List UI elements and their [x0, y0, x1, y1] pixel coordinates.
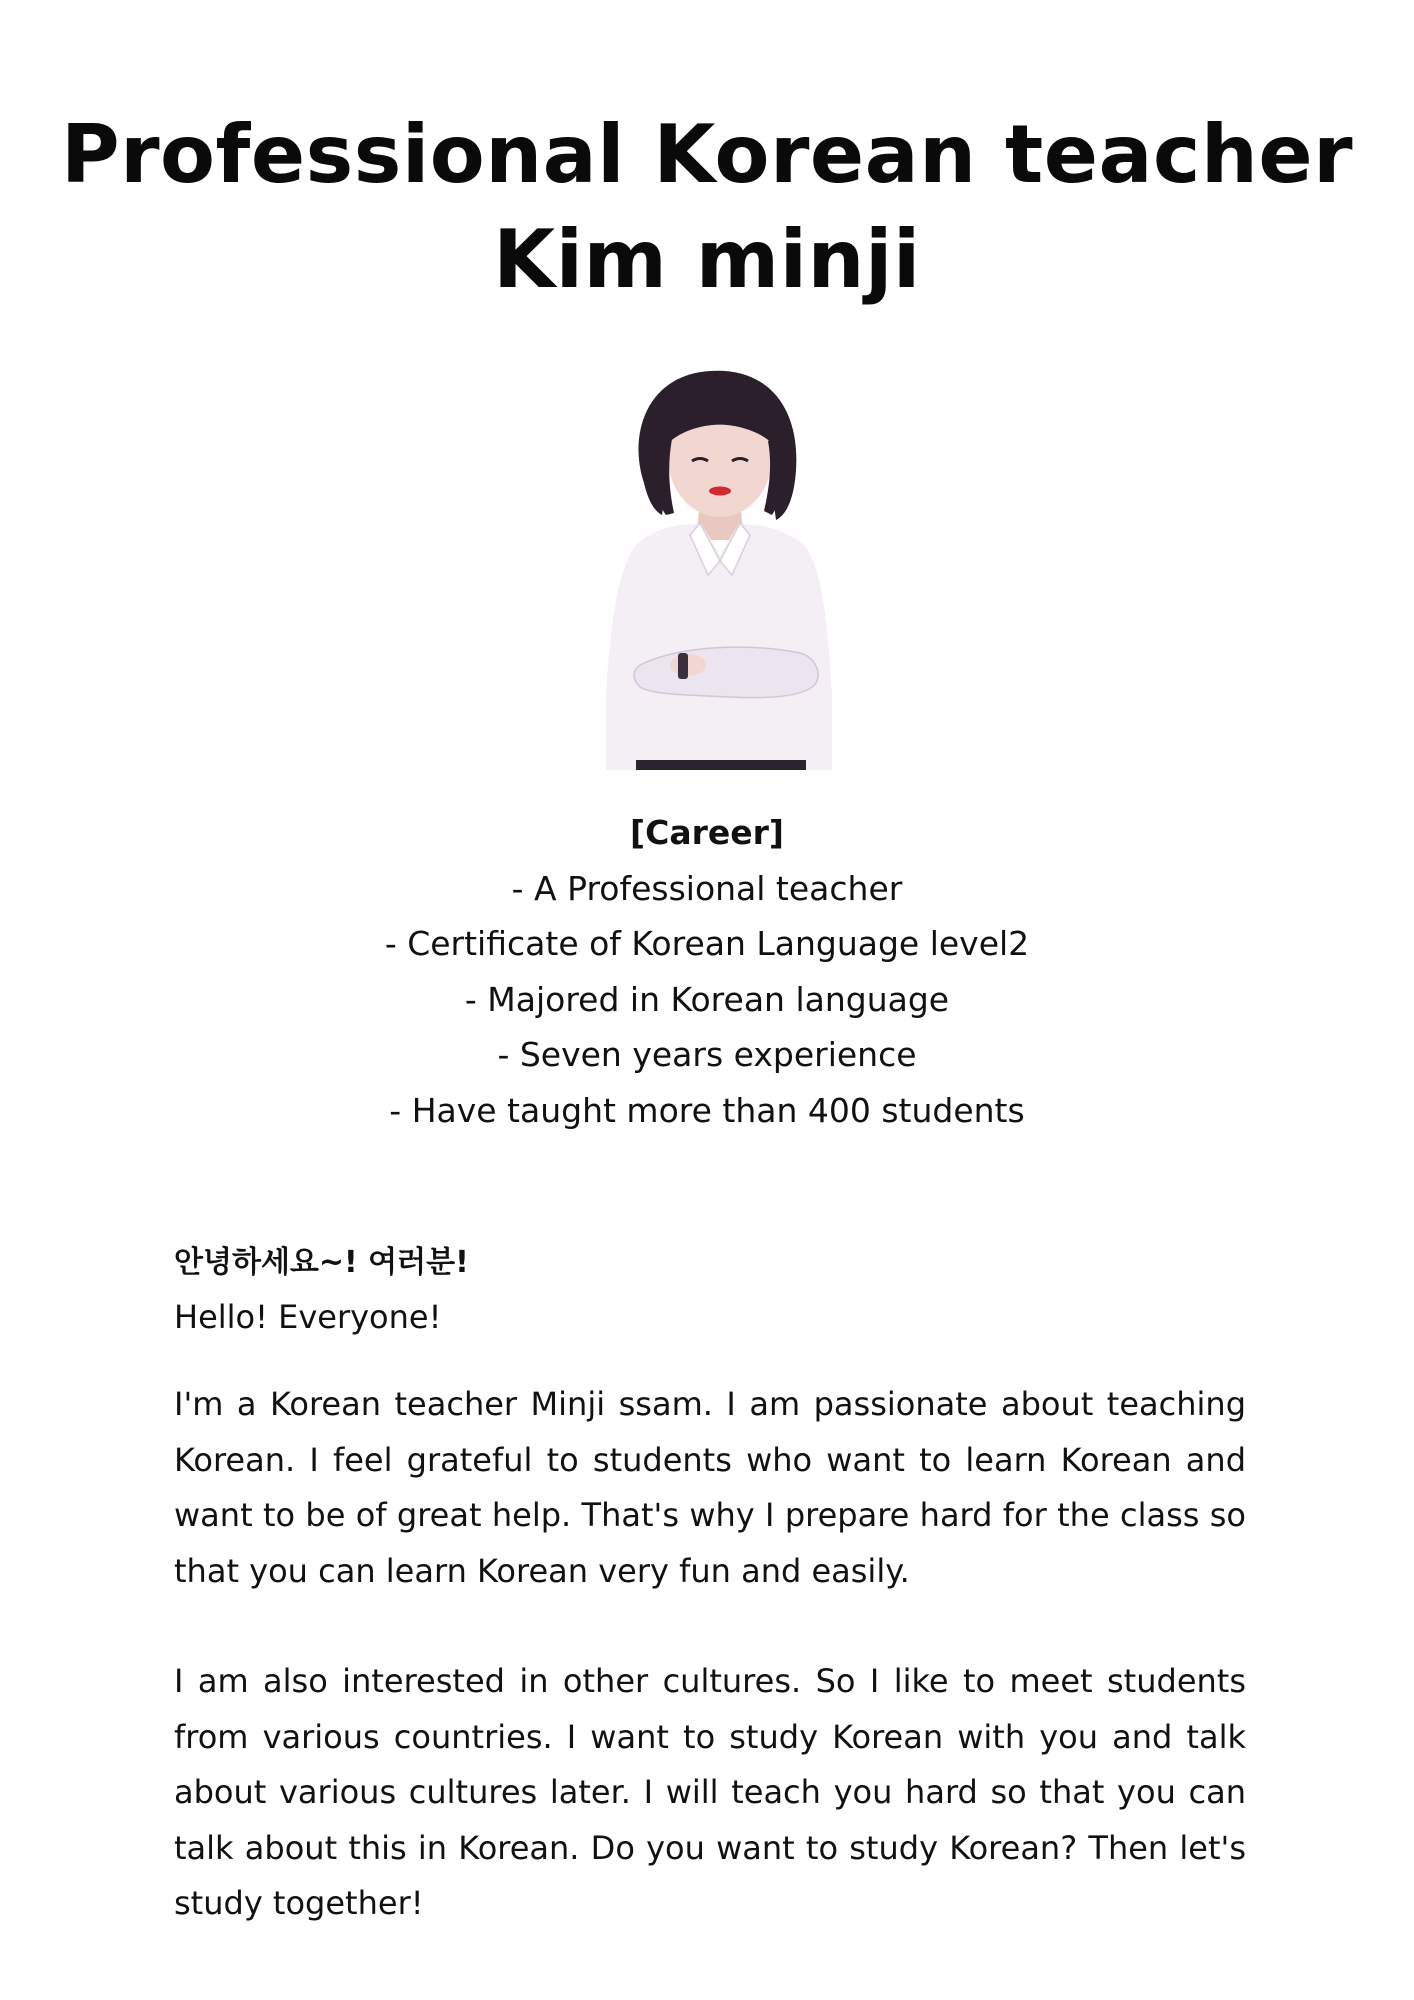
- watch-shape: [678, 653, 688, 679]
- page-title-line-1: Professional Korean teacher: [60, 108, 1354, 201]
- intro-paragraph-1: I'm a Korean teacher Minji ssam. I am passionate about teaching Korean. I feel grateful to students who want to learn Korean and want to be of great help. That's why I prepare hard for the class so that you can learn Korean very fun and easily.: [174, 1385, 1246, 1590]
- greeting-english: Hello! Everyone!: [174, 1298, 442, 1336]
- trousers-shape: [636, 760, 806, 770]
- career-section: [0, 805, 1414, 1138]
- greeting-korean: 안녕하세요~! 여러분!: [174, 1245, 469, 1280]
- teacher-portrait-photo: [600, 365, 836, 770]
- career-item: - Seven years experience: [497, 1035, 917, 1074]
- career-item: - Have taught more than 400 students: [389, 1090, 1025, 1130]
- lips-shape: [709, 487, 731, 496]
- page-title-line-2: Kim minji: [493, 213, 921, 306]
- career-heading: [Career]: [630, 813, 784, 852]
- career-item: - Certificate of Korean Language level2: [384, 924, 1030, 963]
- career-item: - A Professional teacher: [511, 868, 903, 908]
- intro-paragraph-2: I am also interested in other cultures. So I like to meet students from various countries. I want to study Korean with you and talk about various cultures later. I will teach you hard so that you can talk about this in Korean. Do you want to study Korean? Then let's study together!: [174, 1662, 1246, 1922]
- career-item: - Majored in Korean language: [464, 979, 950, 1019]
